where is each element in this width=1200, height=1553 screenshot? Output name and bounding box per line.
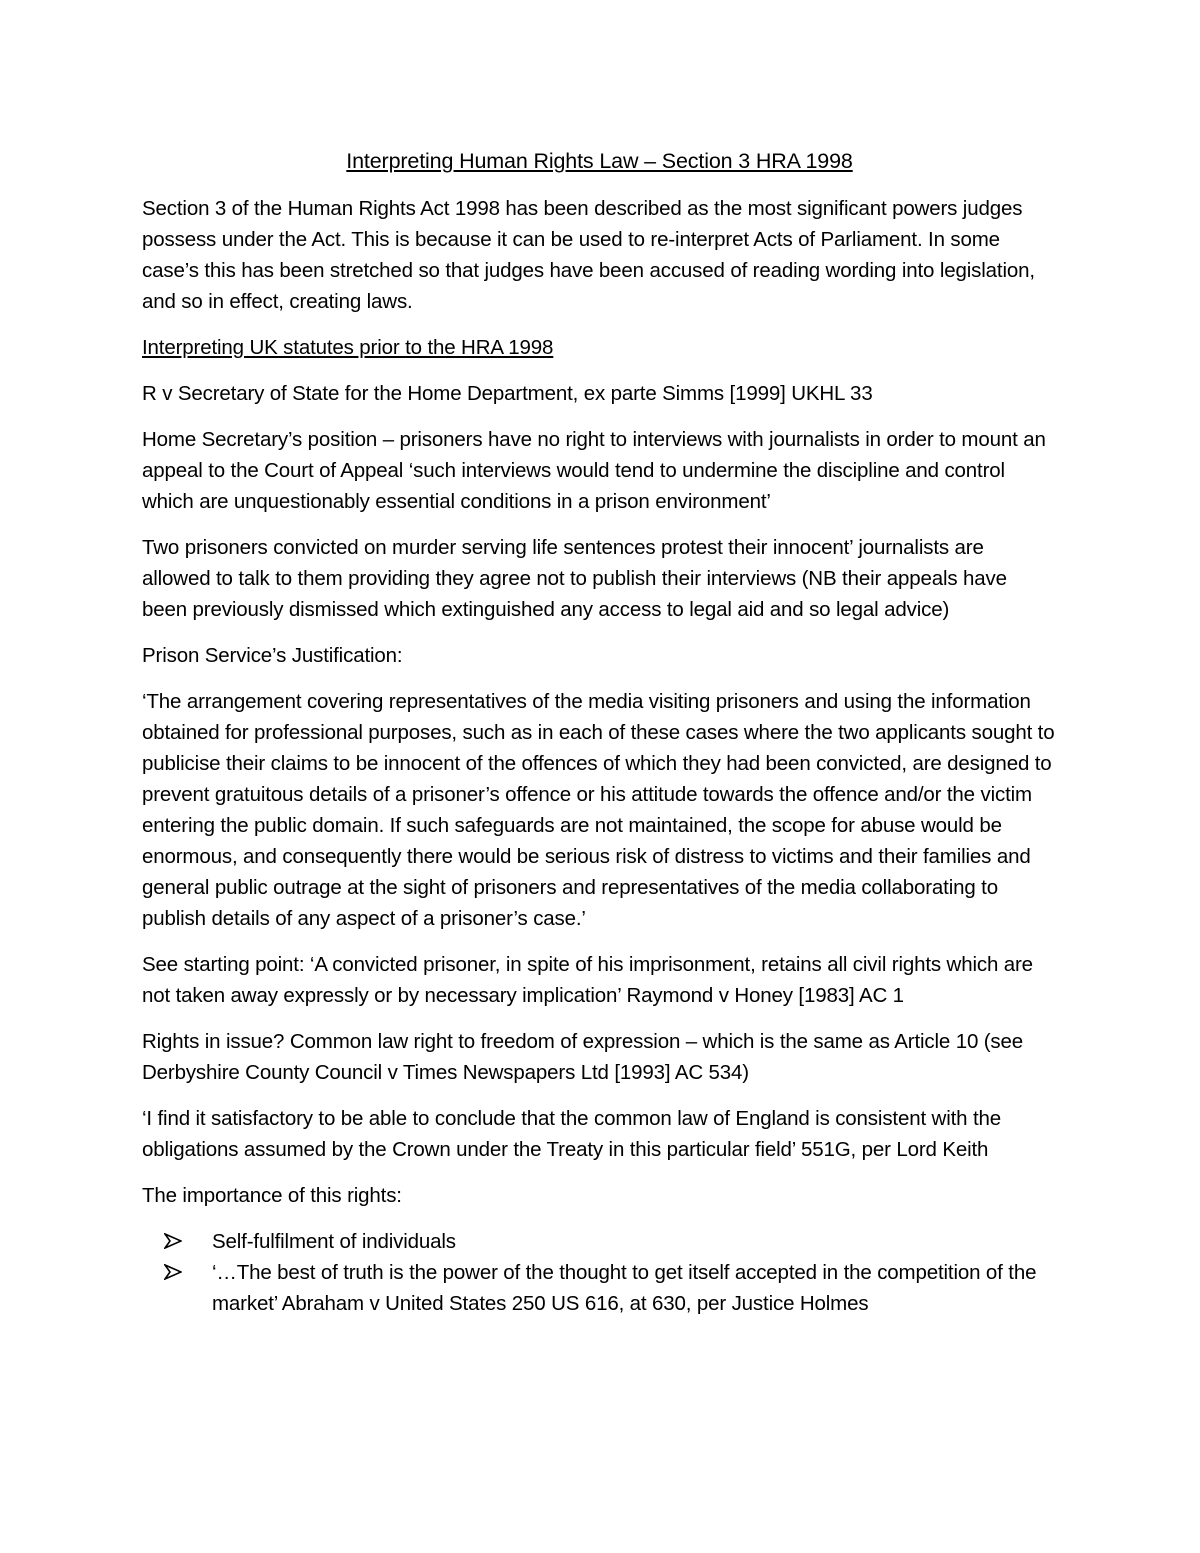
document-title: Interpreting Human Rights Law – Section 3 HRA 1998 bbox=[346, 149, 853, 173]
case-citation-paragraph: R v Secretary of State for the Home Department, ex parte Simms [1999] UKHL 33 bbox=[142, 382, 873, 405]
rights-in-issue-paragraph: Rights in issue? Common law right to freedom of expression – which is the same as Article 10 (see Derbyshire County Council v Times Newspapers Ltd [1993] AC 534) bbox=[142, 1030, 1024, 1084]
bullet-text: ‘…The best of truth is the power of the thought to get itself accepted in the competition of the market’ Abraham v United States 250 US 616, at 630, per Justice Holmes bbox=[212, 1261, 1037, 1315]
justification-quote-paragraph: ‘The arrangement covering representatives of the media visiting prisoners and using the information obtained for professional purposes, such as in each of these cases where the two applicants sought to publicise their claims to be innocent of the offences of which they had been convicted, are designed to prevent gratuitous details of a prisoner’s offence or his attitude towards the offence and/or the victim entering the public domain. If such safeguards are not maintained, the scope for abuse would be enormous, and consequently there would be serious risk of distress to victims and their families and general public outrage at the sight of prisoners and representatives of the media collaborating to publish details of any aspect of a prisoner’s case.’ bbox=[142, 690, 1055, 930]
importance-heading-paragraph: The importance of this rights: bbox=[142, 1184, 402, 1207]
list-item bbox=[142, 1226, 1057, 1257]
list-item bbox=[142, 1257, 1057, 1319]
section-subheading: Interpreting UK statutes prior to the HRA 1998 bbox=[142, 336, 554, 359]
starting-point-paragraph: See starting point: ‘A convicted prisoner, in spite of his imprisonment, retains all civil rights which are not taken away expressly or by necessary implication’ Raymond v Honey [1983] AC 1 bbox=[142, 953, 1033, 1007]
arrowhead-bullet-icon bbox=[164, 1257, 184, 1288]
arrowhead-bullet-icon bbox=[164, 1226, 184, 1257]
bullet-text: Self-fulfilment of individuals bbox=[212, 1230, 456, 1253]
document-page bbox=[142, 146, 1057, 1319]
bullet-list bbox=[142, 1226, 1057, 1319]
home-secretary-position-paragraph: Home Secretary’s position – prisoners have no right to interviews with journalists in order to mount an appeal to the Court of Appeal ‘such interviews would tend to undermine the discipline and control which are unquestionably essential conditions in a prison environment’ bbox=[142, 428, 1046, 513]
prisoners-paragraph: Two prisoners convicted on murder serving life sentences protest their innocent’ journalists are allowed to talk to them providing they agree not to publish their interviews (NB their appeals have been previously dismissed which extinguished any access to legal aid and so legal advice) bbox=[142, 536, 1007, 621]
lord-keith-quote-paragraph: ‘I find it satisfactory to be able to conclude that the common law of England is consistent with the obligations assumed by the Crown under the Treaty in this particular field’ 551G, per Lord Keith bbox=[142, 1107, 1002, 1161]
justification-heading-paragraph: Prison Service’s Justification: bbox=[142, 644, 403, 667]
intro-paragraph: Section 3 of the Human Rights Act 1998 has been described as the most significant powers judges possess under the Act. This is because it can be used to re-interpret Acts of Parliament. In some case’s this has been stretched so that judges have been accused of reading wording into legislation, and so in effect, creating laws. bbox=[142, 197, 1035, 313]
